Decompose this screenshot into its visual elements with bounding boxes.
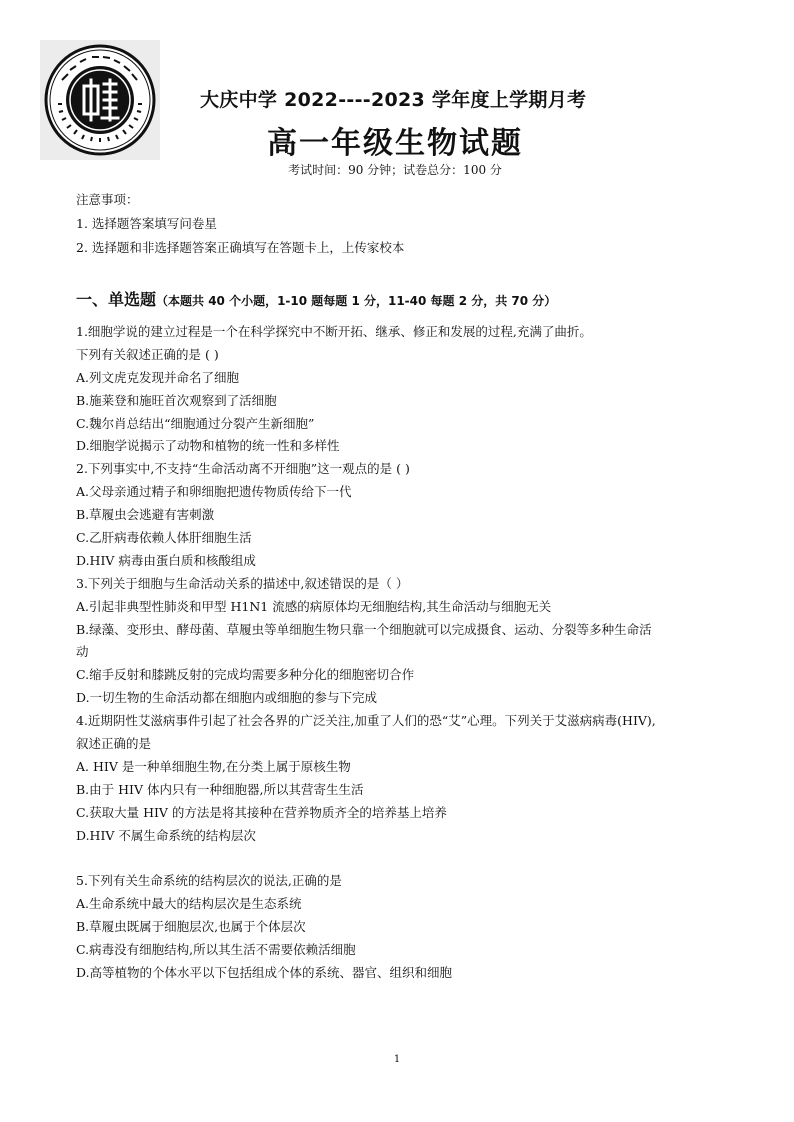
question-stem: 下列有关叙述正确的是 ( ): [76, 346, 219, 362]
exam-title: 高一年级生物试题: [267, 126, 523, 161]
answer-option: A.列文虎克发现并命名了细胞: [76, 369, 240, 385]
answer-option: D.HIV 病毒由蛋白质和核酸组成: [76, 552, 256, 568]
answer-option: B.由于 HIV 体内只有一种细胞器,所以其营寄生生活: [76, 781, 364, 797]
answer-option: B.绿藻、变形虫、酵母菌、草履虫等单细胞生物只靠一个细胞就可以完成摄食、运动、分裂等多种生命活: [76, 621, 652, 637]
answer-option: D.细胞学说揭示了动物和植物的统一性和多样性: [76, 438, 340, 454]
school-seal-icon: [40, 40, 160, 160]
answer-option: A.父母亲通过精子和卵细胞把遗传物质传给下一代: [76, 484, 352, 500]
answer-option: B.草履虫既属于细胞层次,也属于个体层次: [76, 919, 306, 935]
section-note: （本题共 40 个小题，1-10 题每题 1 分，11-40 每题 2 分，共 70 分）: [156, 294, 557, 308]
question-2: [76, 458, 730, 572]
question-1: [76, 321, 730, 458]
page-number: 1: [393, 1054, 401, 1065]
answer-option: B.草履虫会逃避有害刺激: [76, 507, 215, 523]
answer-option: C.魏尔肖总结出“细胞通过分裂产生新细胞”: [76, 415, 315, 431]
question-5: [76, 870, 730, 984]
notice-title: 注意事项：: [76, 192, 139, 207]
question-spacer: [76, 847, 730, 870]
section-heading: [76, 289, 726, 312]
question-list: [76, 321, 730, 985]
answer-option: B.施莱登和施旺首次观察到了活细胞: [76, 392, 277, 408]
question-stem: 4.近期阴性艾滋病事件引起了社会各界的广泛关注,加重了人们的恐“艾”心理。下列关于艾滋病病毒(HIV),: [76, 713, 656, 729]
exam-info: 考试时间：90 分钟；试卷总分：100 分: [288, 163, 502, 177]
section-title: 一、单选题: [76, 290, 157, 309]
notice-item: 2. 选择题和非选择题答案正确填写在答题卡上，上传家校本: [76, 240, 405, 255]
answer-option: D.高等植物的个体水平以下包括组成个体的系统、器官、组织和细胞: [76, 964, 453, 980]
question-stem: 5.下列有关生命系统的结构层次的说法,正确的是: [76, 873, 342, 889]
answer-option: 动: [76, 644, 89, 660]
question-3: [76, 573, 730, 710]
question-stem: 叙述正确的是: [76, 736, 152, 752]
school-exam-line: 大庆中学 2022----2023 学年度上学期月考: [200, 89, 587, 111]
answer-option: C.病毒没有细胞结构,所以其生活不需要依赖活细胞: [76, 942, 356, 958]
notice-block: [76, 188, 726, 260]
answer-option: C.获取大量 HIV 的方法是将其接种在营养物质齐全的培养基上培养: [76, 804, 447, 820]
answer-option: A. HIV 是一种单细胞生物,在分类上属于原核生物: [76, 758, 351, 774]
answer-option: A.引起非典型性肺炎和甲型 H1N1 流感的病原体均无细胞结构,其生命活动与细胞无关: [76, 598, 552, 614]
question-stem: 3.下列关于细胞与生命活动关系的描述中,叙述错误的是（ ）: [76, 575, 409, 591]
answer-option: D.HIV 不属生命系统的结构层次: [76, 827, 256, 843]
answer-option: A.生命系统中最大的结构层次是生态系统: [76, 896, 302, 912]
answer-option: C.乙肝病毒依赖人体肝细胞生活: [76, 530, 252, 546]
answer-option: D.一切生物的生命活动都在细胞内或细胞的参与下完成: [76, 690, 378, 706]
question-4: [76, 710, 730, 847]
notice-item: 1. 选择题答案填写问卷星: [76, 216, 217, 231]
answer-option: C.缩手反射和膝跳反射的完成均需要多种分化的细胞密切合作: [76, 667, 415, 683]
question-stem: 2.下列事实中,不支持“生命活动离不开细胞”这一观点的是 ( ): [76, 461, 410, 477]
question-stem: 1.细胞学说的建立过程是一个在科学探究中不断开拓、继承、修正和发展的过程,充满了曲折。: [76, 324, 592, 339]
school-logo: [40, 40, 160, 160]
